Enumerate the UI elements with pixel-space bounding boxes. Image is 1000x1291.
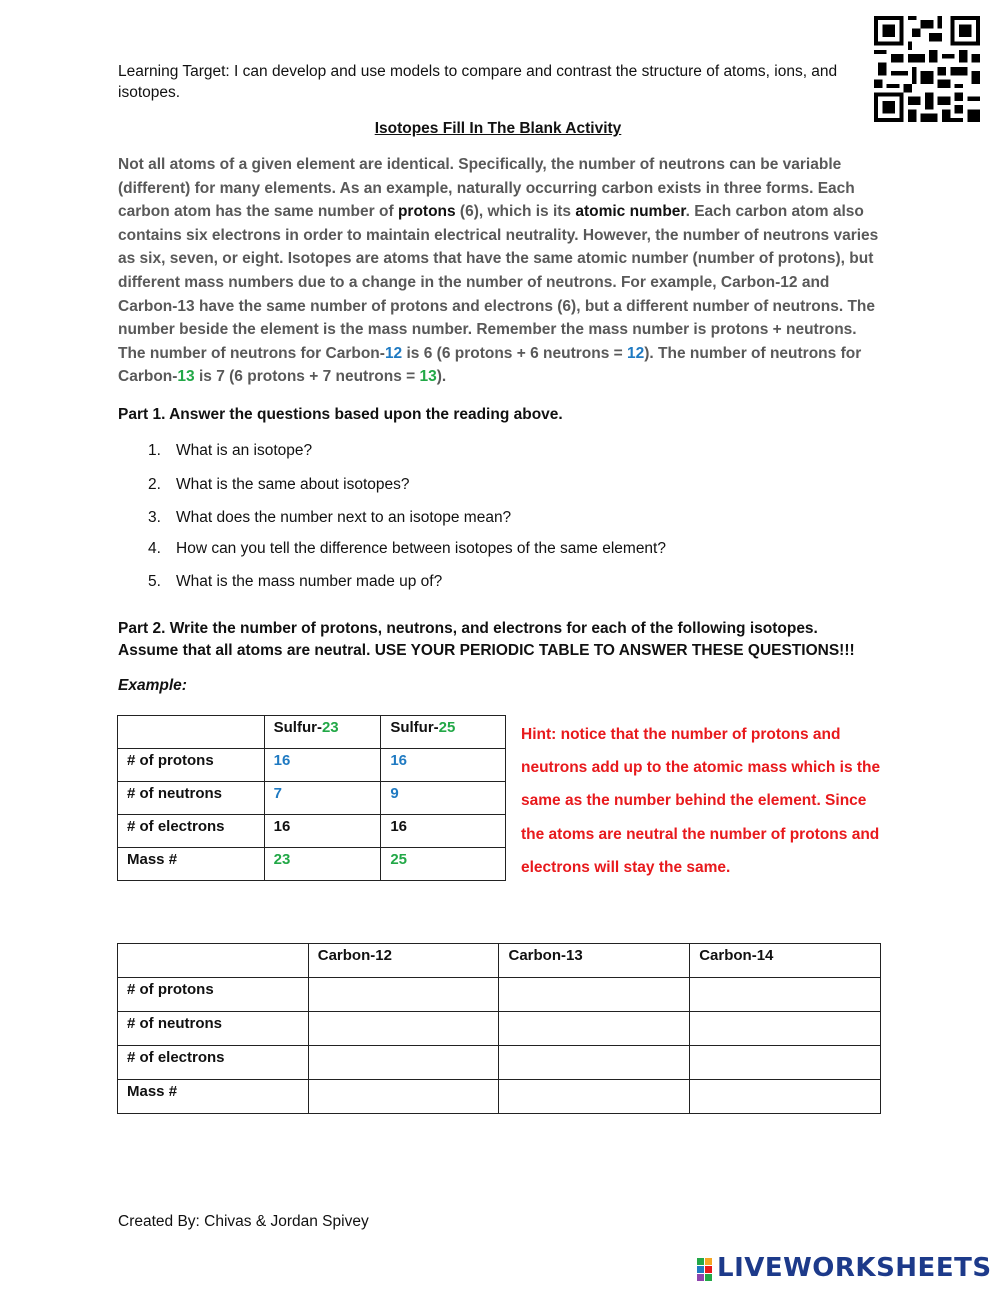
answer-cell[interactable] [690,1012,881,1046]
liveworksheets-logo [697,1255,997,1285]
table-row [118,1046,881,1080]
question-item: 1. What is an isotope? [148,442,313,459]
question-item: 2. What is the same about isotopes? [148,476,410,493]
table-row [118,1080,881,1114]
table-header: Carbon-14 [690,944,881,978]
hint-text: Hint: notice that the number of protons and neutrons add up to the atomic mass which is the same as the number behind the element. Since the atoms are neutral the number of protons and electrons will stay the same. [521,726,881,876]
table-cell [118,716,265,749]
row-label: # of electrons [118,1046,309,1080]
answer-cell[interactable] [308,1012,499,1046]
logo-text: LIVEWORKSHEETS [717,1253,992,1283]
question-item: 5. What is the mass number made up of? [148,573,443,590]
table-cell: 16 [381,815,506,848]
row-label: # of electrons [118,815,265,848]
table-cell: 7 [264,782,381,815]
table-cell [118,944,309,978]
table-cell: 16 [264,815,381,848]
table-row [118,716,506,749]
learning-target: Learning Target: I can develop and use models to compare and contrast the structure of atoms, ions, and isotopes. [118,63,838,101]
carbon-table [117,943,881,1114]
row-label: # of neutrons [118,782,265,815]
table-row [118,749,506,782]
answer-cell[interactable] [690,978,881,1012]
reading-paragraph: Not all atoms of a given element are identical. Specifically, the number of neutrons can be variable (different) for many elements. As an example, naturally occurring carbon exists in three forms. Each carbon atom has the same number of protons (6), which is its atomic number. Each carbon atom also contains six electrons in order to maintain electrical neutrality. However, the number of neutrons varies as six, seven, or eight. Isotopes are atoms that have the same atomic number (number of protons), but different mass numbers due to a change in the number of neutrons. For example, Carbon-12 and Carbon-13 have the same number of protons and electrons (6), but a different number of neutrons. The number beside the element is the mass number. Remember the mass number is protons + neutrons. The number of neutrons for Carbon-12 is 6 (6 protons + 6 neutrons = 12). The number of neutrons for Carbon-13 is 7 (6 protons + 7 neutrons = 13). [118,156,879,386]
example-table [117,715,506,881]
table-row [118,978,881,1012]
table-cell: 9 [381,782,506,815]
answer-cell[interactable] [690,1080,881,1114]
qr-code [874,16,980,122]
row-label: # of neutrons [118,1012,309,1046]
table-header: Sulfur-25 [381,716,506,749]
footer-credit: Created By: Chivas & Jordan Spivey [118,1213,369,1230]
part2-heading: Part 2. Write the number of protons, neutrons, and electrons for each of the following isotopes. Assume that all atoms are neutral. USE YOUR PERIODIC TABLE TO ANSWER THESE QUESTIONS!!! [118,620,855,659]
answer-cell[interactable] [499,1080,690,1114]
table-header: Carbon-13 [499,944,690,978]
answer-cell[interactable] [308,978,499,1012]
table-row [118,782,506,815]
row-label: # of protons [118,978,309,1012]
answer-cell[interactable] [499,1046,690,1080]
row-label: Mass # [118,848,265,881]
question-item: 4. How can you tell the difference between isotopes of the same element? [148,540,666,557]
answer-cell[interactable] [308,1080,499,1114]
answer-cell[interactable] [308,1046,499,1080]
table-row [118,944,881,978]
table-row [118,848,506,881]
answer-cell[interactable] [690,1046,881,1080]
table-row [118,1012,881,1046]
table-row [118,815,506,848]
part1-heading: Part 1. Answer the questions based upon the reading above. [118,406,563,423]
table-cell: 16 [381,749,506,782]
table-cell: 16 [264,749,381,782]
table-cell: 25 [381,848,506,881]
page-title: Isotopes Fill In The Blank Activity [374,120,622,137]
table-header: Carbon-12 [308,944,499,978]
question-item: 3. What does the number next to an isotope mean? [148,509,512,526]
table-cell: 23 [264,848,381,881]
example-label: Example: [118,677,187,694]
answer-cell[interactable] [499,978,690,1012]
row-label: # of protons [118,749,265,782]
table-header: Sulfur-23 [264,716,381,749]
row-label: Mass # [118,1080,309,1114]
answer-cell[interactable] [499,1012,690,1046]
